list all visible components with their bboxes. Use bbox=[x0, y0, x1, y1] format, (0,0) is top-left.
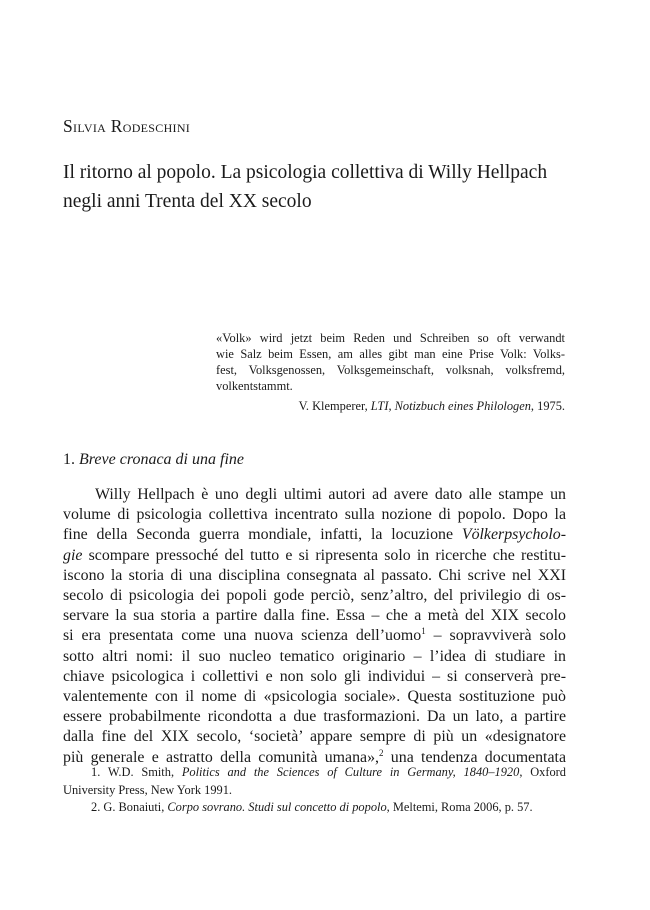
epigraph-attribution bbox=[216, 398, 565, 414]
body-italic-term: gie bbox=[63, 546, 83, 564]
body-line bbox=[63, 546, 566, 566]
footnote-text-run: , Meltemi, Roma 2006, p. 57. bbox=[386, 800, 533, 814]
epigraph-line: fest, Volksgenossen, Volksgemeinschaft, volksnah, volksfremd, bbox=[216, 363, 565, 377]
section-title: Breve cronaca di una fine bbox=[79, 451, 244, 468]
footnote-italic-title: Politics and the Sciences of Culture in Germany, 1840–1920 bbox=[181, 765, 520, 779]
footnote-text-run: , Oxford bbox=[519, 765, 566, 779]
footnote-italic-title: Corpo sovrano. Studi sul concetto di popolo bbox=[167, 800, 387, 814]
body-text-run: si era presentata come una nuova scienza dell’uomo bbox=[63, 627, 422, 645]
footnote-1 bbox=[63, 764, 566, 782]
body-text-run: una tendenza documentata bbox=[383, 748, 566, 766]
attribution-year: , 1975. bbox=[530, 399, 565, 413]
section-number: 1. bbox=[63, 451, 79, 468]
body-line bbox=[63, 626, 566, 646]
body-line: dalla fine del XIX secolo, ‘società’ appare sempre di più un «designatore bbox=[63, 728, 566, 746]
footnote-text-run: 1. W.D. Smith, bbox=[91, 765, 182, 779]
epigraph-line: «Volk» wird jetzt beim Reden und Schreiben so oft verwandt bbox=[216, 331, 565, 345]
body-line bbox=[63, 525, 566, 545]
body-line: iscono la storia di una disciplina consegnata al passato. Chi scrive nel XXI bbox=[63, 566, 566, 584]
epigraph-line: wie Salz beim Essen, am alles gibt man eine Prise Volk: Volks- bbox=[216, 347, 565, 361]
body-text-run: più generale e astratto della comunità umana», bbox=[63, 748, 380, 766]
footnote-text-run: 2. G. Bonaiuti, bbox=[91, 800, 168, 814]
body-italic-term: Völkerpsycholo- bbox=[461, 526, 566, 544]
body-line: Willy Hellpach è uno degli ultimi autori ad avere dato alle stampe un bbox=[95, 486, 566, 503]
body-line: chiave psicologica i collettivi e non solo gli individui – si conserverà pre- bbox=[63, 667, 566, 685]
body-text-run: fine della Seconda guerra mondiale, infatti, la locuzione bbox=[63, 526, 462, 544]
epigraph-quote bbox=[216, 330, 565, 394]
title-line: Il ritorno al popolo. La psicologia collettiva di Willy Hellpach bbox=[63, 162, 548, 183]
article-title bbox=[63, 158, 603, 216]
footnotes bbox=[63, 764, 566, 817]
title-line: negli anni Trenta del XX secolo bbox=[63, 191, 312, 212]
footnote-2 bbox=[63, 799, 566, 817]
attribution-author: V. Klemperer, bbox=[298, 399, 371, 413]
footnote-ref-2[interactable]: 2 bbox=[379, 747, 384, 758]
author-name: Silvia Rodeschini bbox=[63, 116, 191, 136]
body-paragraph bbox=[63, 485, 566, 768]
body-text-run: scompare pressoché del tutto e si ripresenta solo in ricerche che restitu- bbox=[82, 546, 566, 564]
footnote-1-continuation: University Press, New York 1991. bbox=[63, 782, 232, 797]
body-line: sotto altri nomi: il suo nucleo tematico originario – l’idea di studiare in bbox=[63, 647, 566, 665]
body-line: secolo di psicologia dei popoli gode perciò, senz’altro, del privilegio di os- bbox=[63, 587, 566, 605]
epigraph-line: volkentstammt. bbox=[216, 379, 293, 393]
body-text-run: – sopravviverà solo bbox=[425, 627, 567, 645]
section-heading bbox=[63, 451, 244, 469]
body-line: volume di psicologia collettiva incentrato sulla nozione di popolo. Dopo la bbox=[63, 506, 566, 524]
body-line: servare la sua storia a partire dalla fine. Essa – che a metà del XIX secolo bbox=[63, 607, 566, 625]
body-line: valentemente con il nome di «psicologia sociale». Questa sostituzione può bbox=[63, 688, 566, 706]
body-line: essere probabilmente ricondotta a due trasformazioni. Da un lato, a partire bbox=[63, 708, 566, 726]
attribution-work: LTI, Notizbuch eines Philologen bbox=[370, 399, 531, 413]
footnote-ref-1[interactable]: 1 bbox=[421, 626, 426, 637]
